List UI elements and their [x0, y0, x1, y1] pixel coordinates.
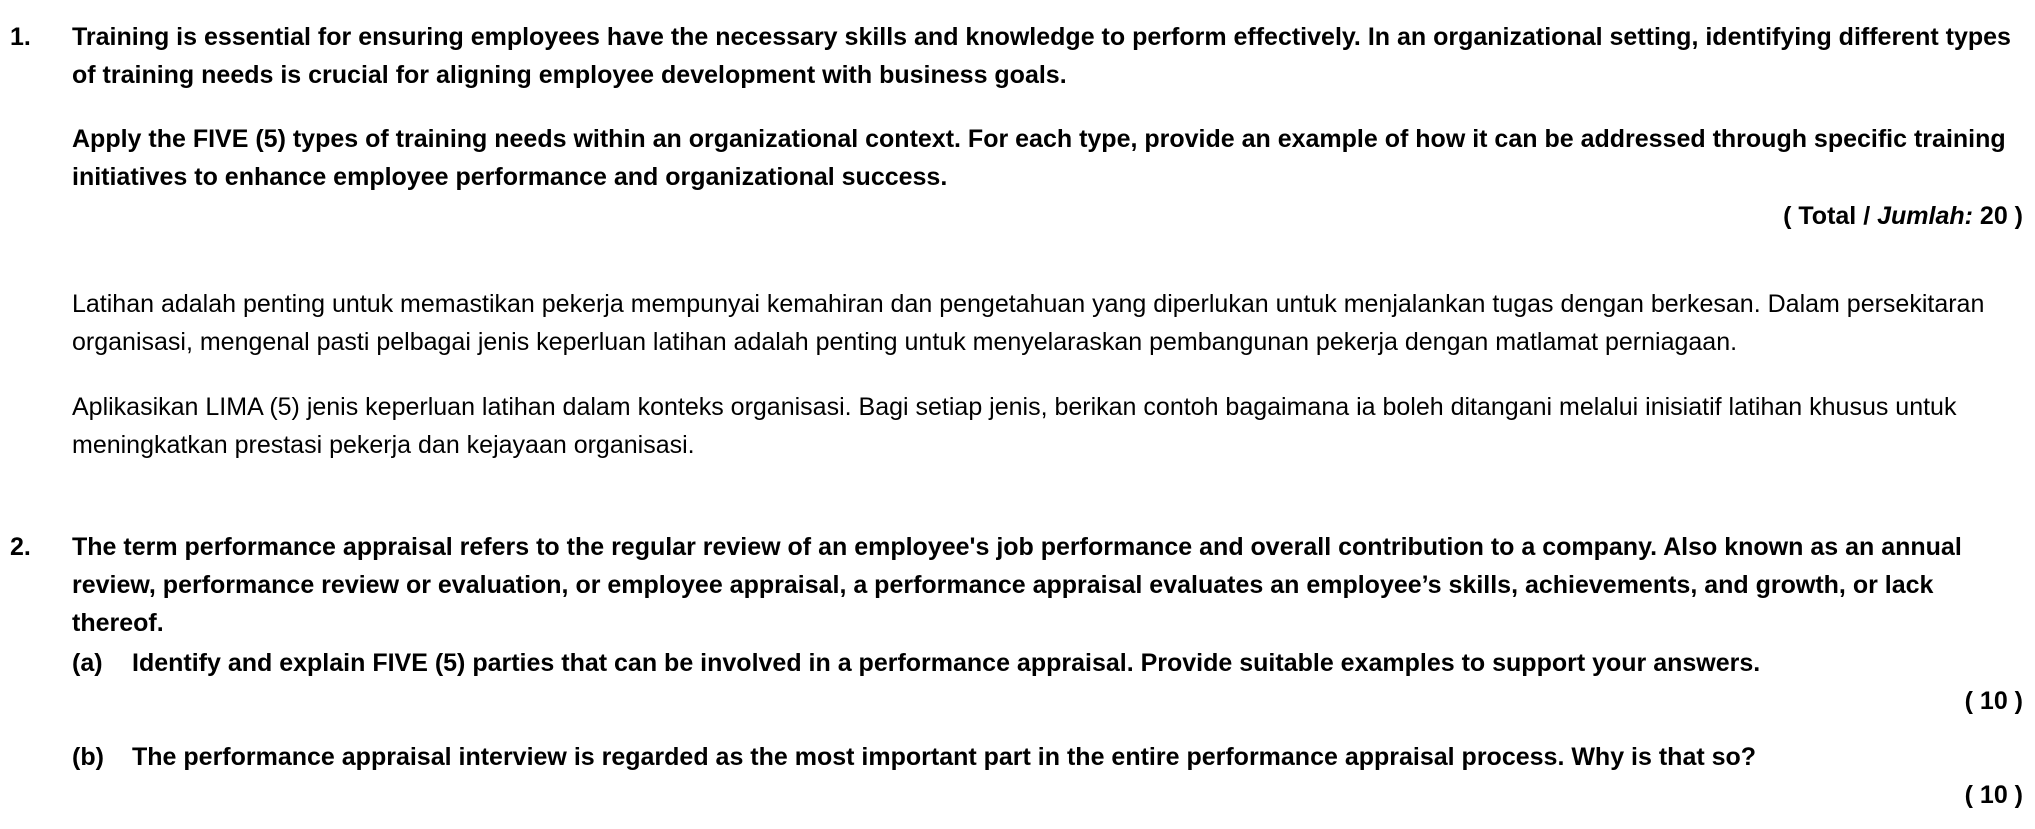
- question-1-intro-en: [72, 18, 2022, 94]
- question-1-task-ms: [72, 388, 2022, 464]
- question-1-number: 1.: [10, 23, 31, 51]
- question-1-total-marks: [1783, 197, 2023, 235]
- part-a-text: Identify and explain FIVE (5) parties that can be involved in a performance appraisal. Provide suitable examples to support your answers.: [132, 649, 1761, 677]
- question-1-intro-en-text: Training is essential for ensuring employees have the necessary skills and knowledge to perform effectively. In an organizational setting, identifying different types of training needs is crucial for aligning employee development with business goals.: [72, 23, 2011, 89]
- question-2-number: 2.: [10, 533, 31, 561]
- question-2-part-a-marks: ( 10 ): [1964, 687, 2023, 715]
- part-a-label: (a): [72, 649, 103, 677]
- marks-prefix: ( Total /: [1783, 202, 1878, 230]
- question-1-task-en: [72, 120, 2022, 196]
- question-2-intro-en: [72, 528, 2022, 642]
- question-1-intro-ms: [72, 285, 2022, 361]
- part-b-label: (b): [72, 743, 104, 771]
- question-1-task-en-text: Apply the FIVE (5) types of training needs within an organizational context. For each type, provide an example of how it can be addressed through specific training initiatives to enhance employee performance and organizational success.: [72, 125, 2006, 191]
- question-2-part-a: [72, 644, 2022, 682]
- marks-italic: Jumlah:: [1877, 202, 1973, 230]
- question-2-intro-en-text: The term performance appraisal refers to the regular review of an employee's job performance and overall contribution to a company. Also known as an annual review, performance review or evaluation, or employee appraisal, a performance appraisal evaluates an employee’s skills, achievements, and growth, or lack thereof.: [72, 533, 1962, 637]
- question-1-task-ms-text: Aplikasikan LIMA (5) jenis keperluan latihan dalam konteks organisasi. Bagi setiap jenis, berikan contoh bagaimana ia boleh ditangani melalui inisiatif latihan khusus untuk meningkatkan prestasi pekerja dan kejayaan organisasi.: [72, 393, 1957, 459]
- question-2-part-b: [72, 738, 2022, 776]
- marks-suffix: 20 ): [1972, 202, 2023, 230]
- question-2-part-b-marks: ( 10 ): [1964, 781, 2023, 809]
- question-1-intro-ms-text: Latihan adalah penting untuk memastikan pekerja mempunyai kemahiran dan pengetahuan yang diperlukan untuk menjalankan tugas dengan berkesan. Dalam persekitaran organisasi, mengenal pasti pelbagai jenis keperluan latihan adalah penting untuk menyelaraskan pembangunan pekerja dengan matlamat perniagaan.: [72, 290, 1985, 356]
- part-b-text: The performance appraisal interview is regarded as the most important part in the entire performance appraisal process. Why is that so?: [132, 743, 1757, 771]
